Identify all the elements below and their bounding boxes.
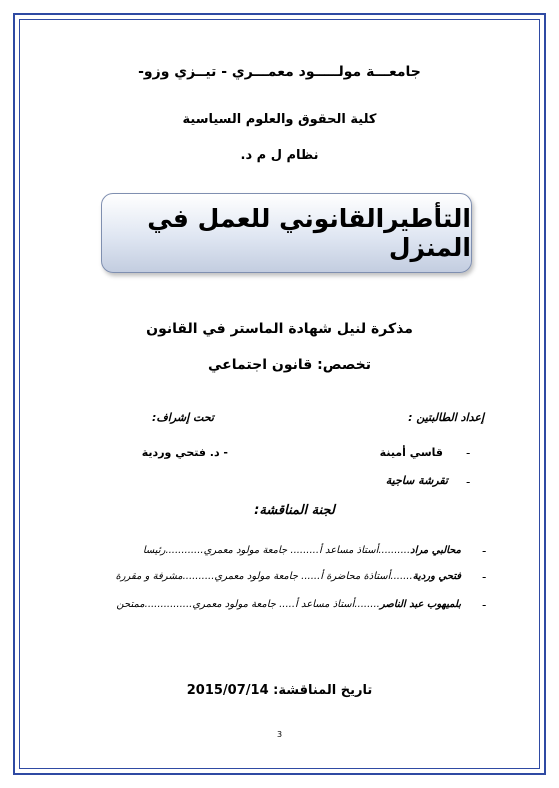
committee-label: لجنة المناقشة: bbox=[254, 503, 335, 518]
students-label: إعداد الطالبتين : bbox=[408, 411, 484, 424]
defense-date-value: 2015/07/14 bbox=[186, 683, 269, 698]
page-number: 3 bbox=[276, 730, 283, 739]
faculty-name: كلية الحقوق والعلوم السياسية bbox=[182, 112, 377, 127]
student-name: قاسي أمينة bbox=[379, 446, 443, 459]
committee-member bbox=[116, 599, 461, 610]
university-name: جامعـــة مولـــــود معمـــري - تيــزي وزو- bbox=[138, 64, 421, 80]
committee-member bbox=[115, 571, 461, 582]
page-border-inner bbox=[19, 19, 540, 769]
bullet: - bbox=[482, 598, 487, 612]
member-details: ..........أستاذ مساعد أ......... جامعة مولود معمري............رئيسا bbox=[142, 545, 411, 556]
title-box bbox=[101, 193, 472, 273]
bullet: - bbox=[482, 570, 487, 584]
specialty-line: تخصص: قانون اجتماعي bbox=[208, 357, 371, 373]
degree-line: مذكرة لنيل شهادة الماستر في القانون bbox=[146, 321, 413, 337]
supervisor-name: - د. فتحي وردية bbox=[141, 446, 228, 459]
member-details: ........أستاذ مساعد أ..... جامعة مولود معمري...............ممتحن bbox=[116, 599, 380, 610]
bullet: - bbox=[466, 475, 471, 489]
defense-date-label: تاريخ المناقشة: bbox=[273, 683, 373, 698]
bullet: - bbox=[466, 446, 471, 460]
member-name: بلميهوب عبد الناصر bbox=[379, 599, 461, 610]
member-details: .......أستاذة محاضرة أ...... جامعة مولود معمري..........مشرفة و مقررة bbox=[115, 571, 413, 582]
defense-date bbox=[0, 683, 559, 698]
supervisor-label: تحت إشراف: bbox=[152, 411, 214, 424]
thesis-title: التأطيرالقانوني للعمل في المنزل bbox=[147, 204, 471, 262]
member-name: محالبي مراد bbox=[410, 545, 461, 556]
student-name: تقرشة ساجية bbox=[385, 474, 448, 487]
bullet: - bbox=[482, 544, 487, 558]
committee-member bbox=[143, 545, 461, 556]
member-name: فتحي وردية bbox=[412, 571, 461, 582]
system-label: نظام ل م د. bbox=[240, 148, 319, 163]
